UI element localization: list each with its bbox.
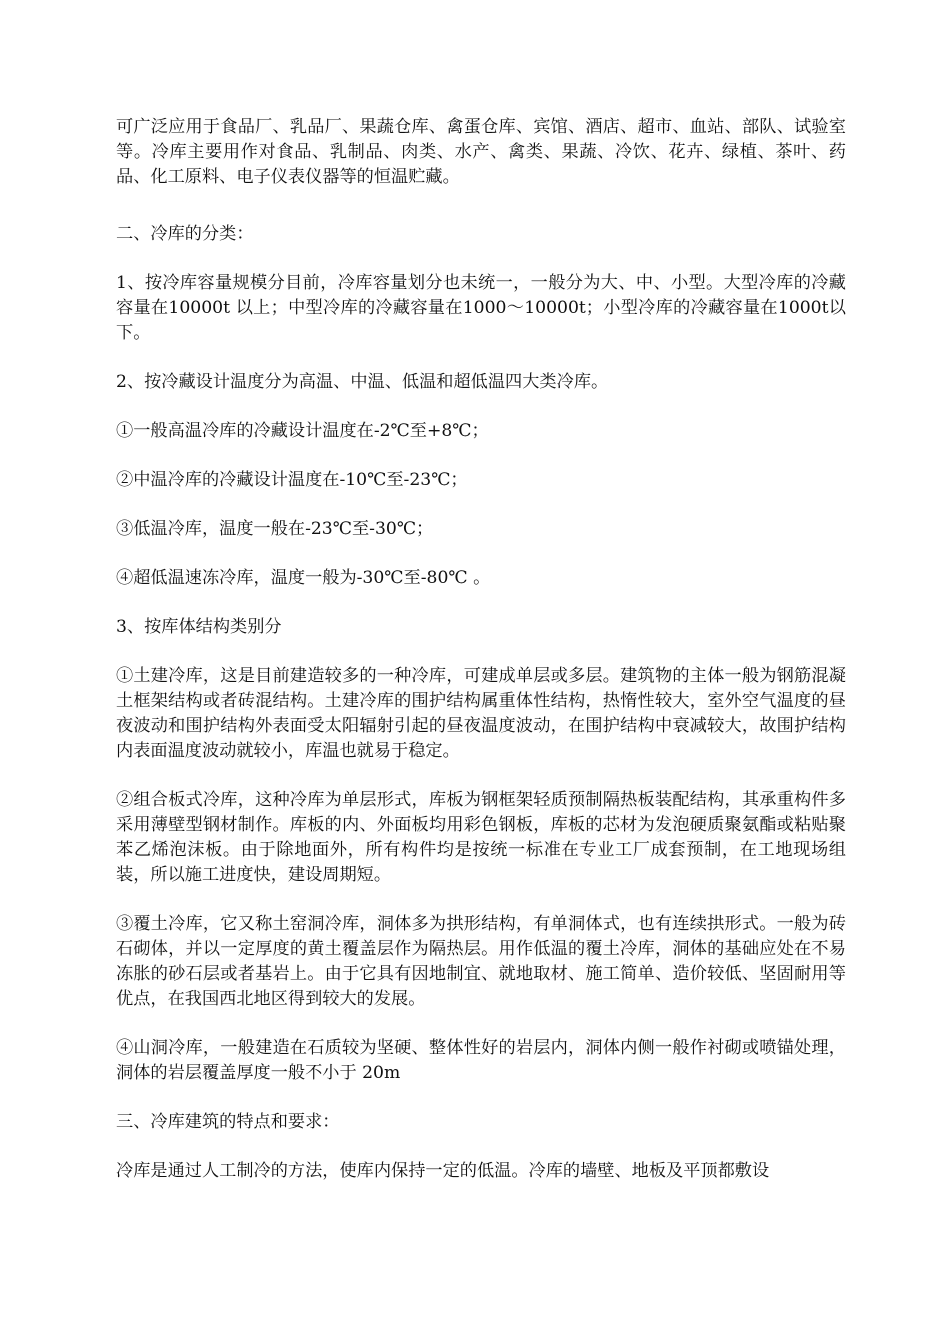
list-item-medium-temp: ②中温冷库的冷藏设计温度在-10℃至-23℃； — [116, 470, 468, 490]
list-item-cave-cold-store: ④山洞冷库，一般建造在石质较为坚硬、整体性好的岩层内，洞体内侧一般作衬砌或喷锚处理，洞体的岩层覆盖厚度一般不小于 20m — [116, 1038, 846, 1083]
paragraph-temperature: 2、按冷藏设计温度分为高温、中温、低温和超低温四大类冷库。 — [116, 372, 609, 392]
heading-building-requirements: 三、冷库建筑的特点和要求： — [116, 1112, 340, 1132]
list-item-low-temp: ③低温冷库，温度一般在-23℃至-30℃； — [116, 519, 434, 539]
paragraph-applications: 可广泛应用于食品厂、乳品厂、果蔬仓库、禽蛋仓库、宾馆、酒店、超市、血站、部队、试验室等。冷库主要用作对食品、乳制品、肉类、水产、禽类、果蔬、冷饮、花卉、绿植、茶叶、药品、化工原料、电子仪表仪器等的恒温贮藏。 — [116, 117, 846, 187]
list-item-earth-covered-cold-store: ③覆土冷库，它又称土窑洞冷库，洞体多为拱形结构，有单洞体式，也有连续拱形式。一般为砖石砌体，并以一定厚度的黄土覆盖层作为隔热层。用作低温的覆土冷库，洞体的基础应处在不易冻胀的砂石层或者基岩上。由于它具有因地制宜、就地取材、施工简单、造价较低、坚固耐用等优点，在我国西北地区得到较大的发展。 — [116, 914, 846, 1009]
paragraph-capacity: 1、按冷库容量规模分目前，冷库容量划分也未统一，一般分为大、中、小型。大型冷库的冷藏容量在10000t 以上；中型冷库的冷藏容量在1000～10000t；小型冷库的冷藏容量在1000t以下。 — [116, 273, 846, 343]
document-body — [116, 115, 846, 1208]
paragraph-building-intro: 冷库是通过人工制冷的方法，使库内保持一定的低温。冷库的墙壁、地板及平顶都敷设 — [116, 1161, 770, 1181]
paragraph-structure: 3、按库体结构类别分 — [116, 617, 282, 637]
list-item-panel-cold-store: ②组合板式冷库，这种冷库为单层形式，库板为钢框架轻质预制隔热板装配结构，其承重构件多采用薄壁型钢材制作。库板的内、外面板均用彩色钢板，库板的芯材为发泡硬质聚氨酯或粘贴聚苯乙烯泡沫板。由于除地面外，所有构件均是按统一标准在专业工厂成套预制，在工地现场组装，所以施工进度快，建设周期短。 — [116, 790, 846, 885]
heading-classification: 二、冷库的分类： — [116, 224, 254, 244]
list-item-high-temp: ①一般高温冷库的冷藏设计温度在-2℃至+8℃； — [116, 421, 489, 441]
list-item-civil-cold-store: ①土建冷库，这是目前建造较多的一种冷库，可建成单层或多层。建筑物的主体一般为钢筋混凝土框架结构或者砖混结构。土建冷库的围护结构属重体性结构，热惰性较大，室外空气温度的昼夜波动和围护结构外表面受太阳辐射引起的昼夜温度波动，在围护结构中衰减较大，故围护结构内表面温度波动就较小，库温也就易于稳定。 — [116, 666, 846, 761]
list-item-ultra-low-temp: ④超低温速冻冷库，温度一般为-30℃至-80℃ 。 — [116, 568, 491, 588]
